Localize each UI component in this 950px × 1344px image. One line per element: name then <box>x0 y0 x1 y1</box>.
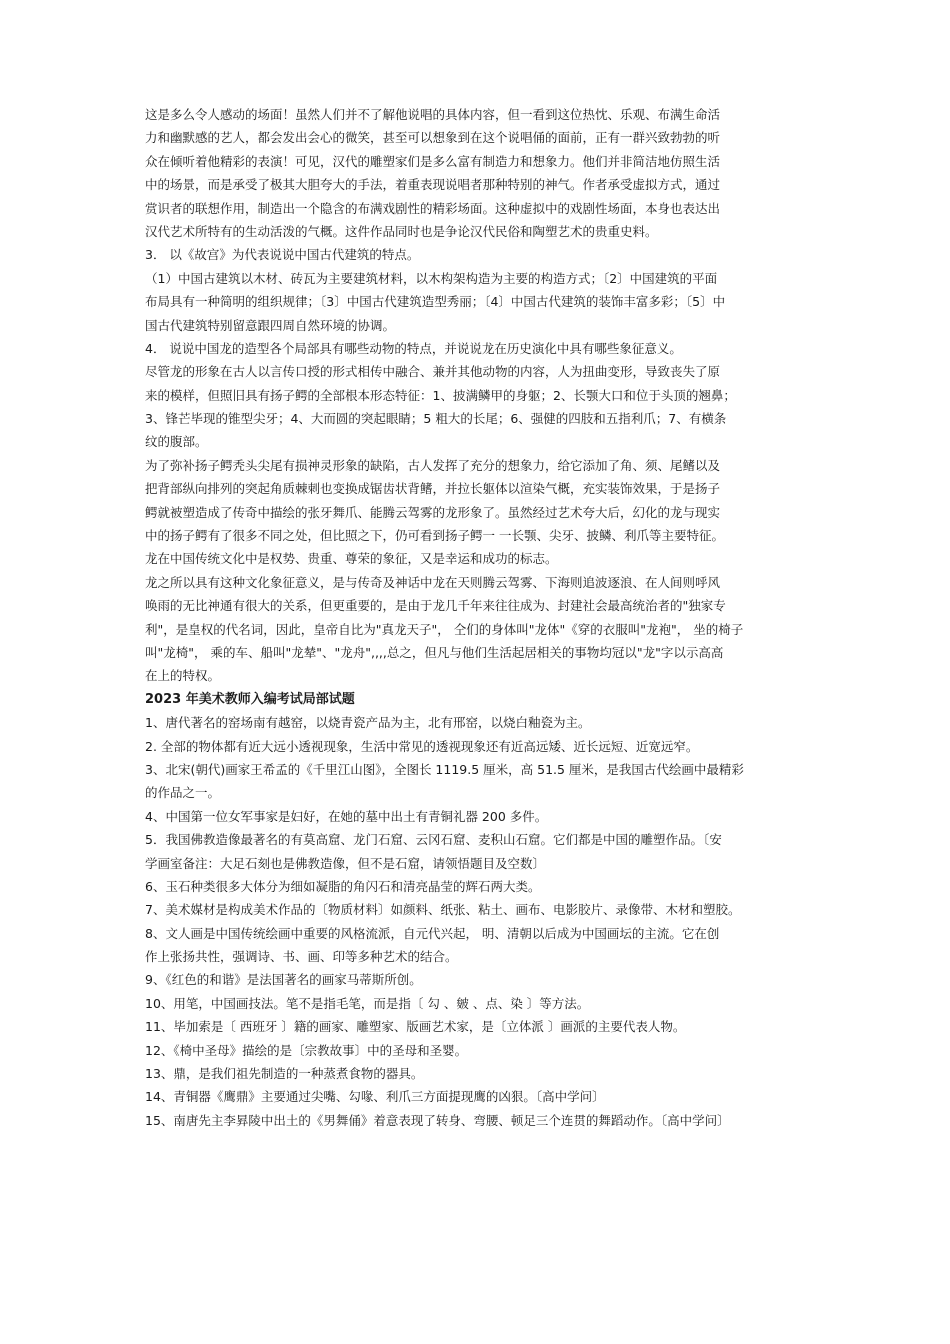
paragraph-line: 中的场景，而是承受了极其大胆夸大的手法，着重表现说唱者那种特别的神气。作者承受虚拟方式，通过 <box>145 177 721 193</box>
list-item: 11、毕加索是〔 西班牙 〕籍的画家、雕塑家、版画艺术家，是〔立体派 〕画派的主要代表人物。 <box>145 1019 686 1035</box>
paragraph-line: 龙在中国传统文化中是权势、贵重、尊荣的象征，又是幸运和成功的标志。 <box>145 551 558 567</box>
paragraph-line: 为了弥补扬子鳄秃头尖尾有损神灵形象的缺陷，古人发挥了充分的想象力，给它添加了角、须、尾鳍以及 <box>145 457 721 473</box>
list-item: 7、美术媒材是构成美术作品的〔物质材料〕如颜料、纸张、粘土、画布、电影胶片、录像带、木材和塑胶。 <box>145 902 741 918</box>
paragraph-line: 3、锋芒毕现的锥型尖牙；4、大而圆的突起眼睛；5 粗大的长尾；6、强健的四肢和五指利爪；7、有横条 <box>145 411 727 427</box>
list-item: 学画室备注：大足石刻也是佛教造像，但不是石窟，请领悟题目及空数〕 <box>145 855 546 871</box>
paragraph-line: 纹的腹部。 <box>145 434 208 450</box>
question-3-title: 3． 以《故宫》为代表说说中国古代建筑的特点。 <box>145 247 420 263</box>
list-item: 作上张扬共性，强调诗、书、画、印等多种艺术的结合。 <box>145 949 458 965</box>
list-item: 9、《红色的和谐》是法国著名的画家马蒂斯所创。 <box>145 972 422 988</box>
list-item: 13、鼎，是我们祖先制造的一种蒸煮食物的器具。 <box>145 1066 424 1082</box>
question-4-title: 4． 说说中国龙的造型各个局部具有哪些动物的特点，并说说龙在历史演化中具有哪些象征意义。 <box>145 340 682 356</box>
paragraph-line: 来的模样，但照旧具有扬子鳄的全部根本形态特征：1、披满鳞甲的身躯；2、长颚大口和位于头顶的翘鼻； <box>145 387 736 403</box>
list-item: 6、玉石种类很多大体分为细如凝脂的角闪石和清亮晶莹的辉石两大类。 <box>145 878 541 894</box>
list-item: 2. 全部的物体都有近大远小透视现象，生活中常见的透视现象还有近高远矮、近长远短、近宽远窄。 <box>145 738 699 754</box>
list-item: 5．我国佛教造像最著名的有莫高窟、龙门石窟、云冈石窟、麦积山石窟。它们都是中国的雕塑作品。〔安 <box>145 832 722 848</box>
paragraph-line: 在上的特权。 <box>145 668 221 684</box>
list-item: 15、南唐先主李昪陵中出土的《男舞俑》着意表现了转身、弯腰、顿足三个连贯的舞蹈动作。〔高中学问〕 <box>145 1112 730 1128</box>
paragraph-line: （1）中国古建筑以木材、砖瓦为主要建筑材料，以木构架构造为主要的构造方式；〔2〕中国建筑的平面 <box>145 270 718 286</box>
paragraph-line: 把背部纵向排列的突起角质棘刺也变换成锯齿状背鳍，并拉长躯体以渲染气概，充实装饰效果，于是扬子 <box>145 481 721 497</box>
list-item: 的作品之一。 <box>145 785 221 801</box>
list-item: 12、《椅中圣母》描绘的是〔宗教故事〕中的圣母和圣婴。 <box>145 1042 468 1058</box>
paragraph-line: 布局具有一种简明的组织规律；〔3〕中国古代建筑造型秀丽；〔4〕中国古代建筑的装饰丰富多彩；〔5〕中 <box>145 294 726 310</box>
paragraph-line: 众在倾听着他精彩的表演！可见，汉代的雕塑家们是多么富有制造力和想象力。他们并非简洁地仿照生活 <box>145 153 721 169</box>
paragraph-line: 国古代建筑特别留意跟四周自然环境的协调。 <box>145 317 396 333</box>
paragraph-line: 中的扬子鳄有了很多不同之处，但比照之下，仍可看到扬子鳄一 一长颚、尖牙、披鳞、利爪等主要特征。 <box>145 528 724 544</box>
paragraph-line: 利"，是皇权的代名词，因此，皇帝自比为"真龙天子"， 仝们的身体叫"龙体"《穿的衣服叫"龙袍"， 坐的椅子 <box>145 621 744 637</box>
paragraph-line: 叫"龙椅"， 乘的车、船叫"龙辇"、"龙舟",,,,总之，但凡与他们生活起居相关的事物均冠以"龙"字以示高高 <box>145 644 724 660</box>
paragraph-line: 鳄就被塑造成了传奇中描绘的张牙舞爪、能腾云驾雾的龙形象了。虽然经过艺术夸大后，幻化的龙与现实 <box>145 504 721 520</box>
paragraph-line: 赏识者的联想作用，制造出一个隐含的布满戏剧性的精彩场面。这种虚拟中的戏剧性场面，本身也表达出 <box>145 200 721 216</box>
paragraph-line: 龙之所以具有这种文化象征意义，是与传奇及神话中龙在天则腾云驾雾、下海则追波逐浪、在人间则呼风 <box>145 574 721 590</box>
paragraph-line: 尽管龙的形象在古人以言传口授的形式相传中融合、兼并其他动物的内容，人为扭曲变形，导致丧失了原 <box>145 364 721 380</box>
list-item: 8、文人画是中国传统绘画中重要的风格流派，自元代兴起， 明、清朝以后成为中国画坛的主流。它在创 <box>145 925 720 941</box>
list-item: 1、唐代著名的窑场南有越窑，以烧青瓷产品为主，北有邢窑，以烧白釉瓷为主。 <box>145 715 591 731</box>
list-item: 3、北宋(朝代)画家王希孟的《千里江山图》，全图长 1119.5 厘米，高 51.5 厘米，是我国古代绘画中最精彩 <box>145 761 744 777</box>
list-item: 4、中国第一位女军事家是妇好，在她的墓中出土有青铜礼器 200 多件。 <box>145 808 548 824</box>
document-body <box>145 103 845 1132</box>
paragraph-line: 唤雨的无比神通有很大的关系，但更重要的，是由于龙几千年来往往成为、封建社会最高统治者的"独家专 <box>145 598 726 614</box>
paragraph-line: 汉代艺术所特有的生动活泼的气概。这件作品同时也是争论汉代民俗和陶塑艺术的贵重史料。 <box>145 223 658 239</box>
list-item: 14、青铜器《鹰鼎》主要通过尖嘴、勾喙、利爪三方面提现鹰的凶狠。〔高中学问〕 <box>145 1089 605 1105</box>
paragraph-line: 这是多么令人感动的场面！虽然人们并不了解他说唱的具体内容，但一看到这位热忱、乐观、布满生命活 <box>145 107 721 122</box>
list-item: 10、用笔，中国画技法。笔不是指毛笔，而是指〔 勾 、皴 、点、染 〕等方法。 <box>145 995 590 1011</box>
paragraph-line: 力和幽默感的艺人，都会发出会心的微笑，甚至可以想象到在这个说唱俑的面前，正有一群兴致勃勃的听 <box>145 130 721 146</box>
section-heading: 2023 年美术教师入编考试局部试题 <box>145 691 355 707</box>
